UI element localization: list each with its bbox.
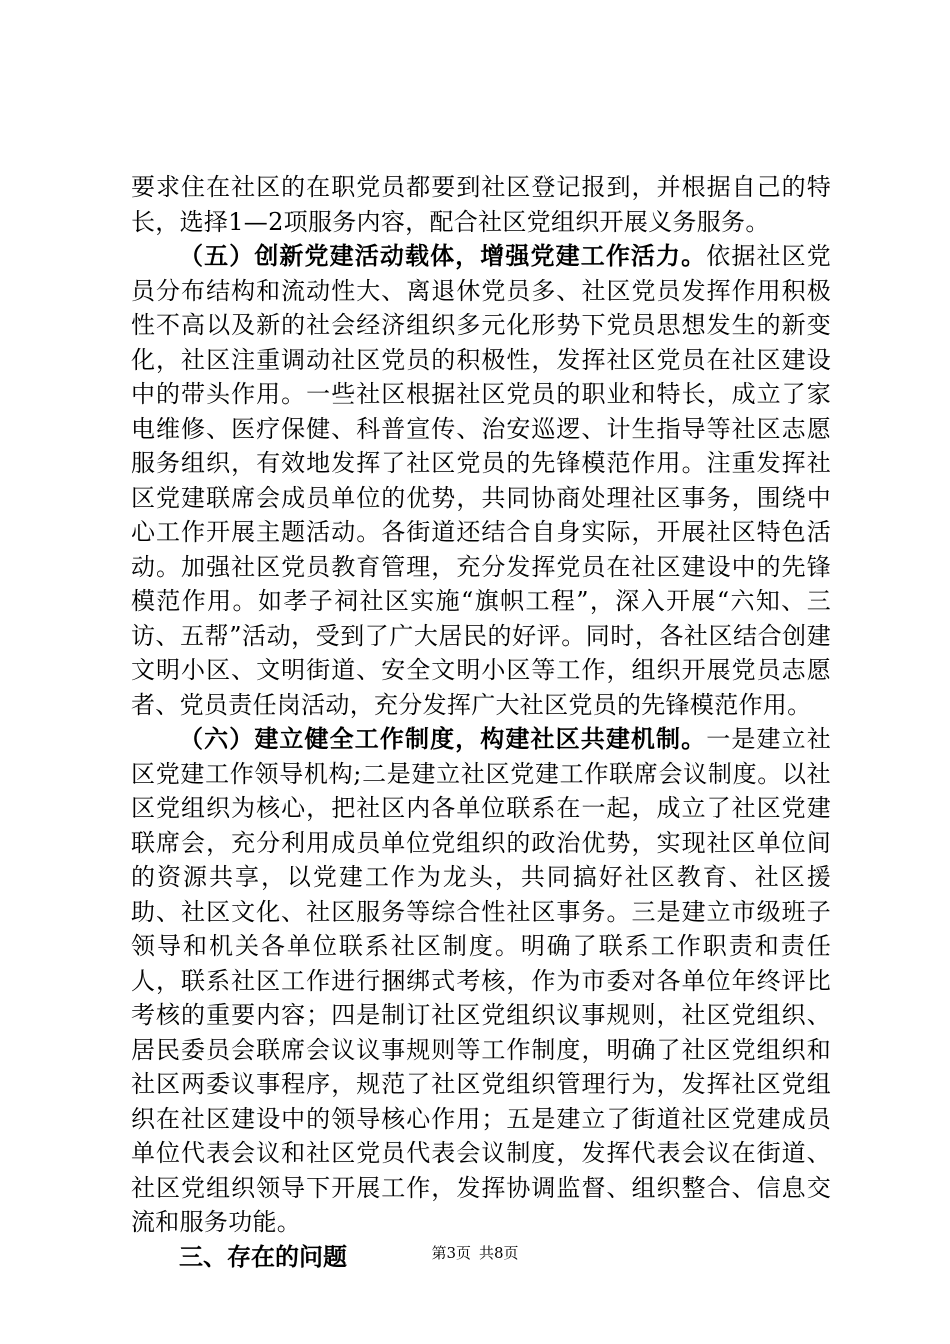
- document-body: [131, 170, 831, 1274]
- section-heading-problems: 三、存在的问题: [179, 1241, 347, 1271]
- paragraph-service-continuation: [131, 170, 831, 239]
- paragraph-text: 依据社区党员分布结构和流动性大、离退休党员多、社区党员发挥作用积极性不高以及新的社会经济组织多元化形势下党员思想发生的新变化，社区注重调动社区党员的积极性，发挥社区党员在社区建设中的带头作用。一些社区根据社区党员的职业和特长，成立了家电维修、医疗保健、科普宣传、治安巡逻、计生指导等社区志愿服务组织，有效地发挥了社区党员的先锋模范作用。注重发挥社区党建联席会成员单位的优势，共同协商处理社区事务，围绕中心工作开展主题活动。各街道还结合自身实际，开展社区特色活动。加强社区党员教育管理，充分发挥党员在社区建设中的先锋模范作用。如孝子祠社区实施“旗帜工程”，深入开展“六知、三访、五帮”活动，受到了广大居民的好评。同时，各社区结合创建文明小区、文明街道、安全文明小区等工作，组织开展党员志愿者、党员责任岗活动，充分发挥广大社区党员的先锋模范作用。: [131, 242, 831, 719]
- paragraph-section-six: [131, 722, 831, 1240]
- paragraph-section-five: [131, 239, 831, 722]
- page-footer: [0, 1242, 950, 1263]
- paragraph-text: 要求住在社区的在职党员都要到社区登记报到，并根据自己的特长，选择1—2项服务内容，配合社区党组织开展义务服务。: [131, 173, 831, 236]
- page-number-total: 共8页: [479, 1244, 519, 1262]
- paragraph-lead-heading: （五）创新党建活动载体，增强党建工作活力。: [179, 241, 707, 270]
- paragraph-lead-heading: （六）建立健全工作制度，构建社区共建机制。: [179, 724, 707, 753]
- paragraph-text: 一是建立社区党建工作领导机构;二是建立社区党建工作联席会议制度。以社区党组织为核心，把社区内各单位联系在一起，成立了社区党建联席会，充分利用成员单位党组织的政治优势，实现社区单位间的资源共享，以党建工作为龙头，共同搞好社区教育、社区援助、社区文化、社区服务等综合性社区事务。三是建立市级班子领导和机关各单位联系社区制度。明确了联系工作职责和责任人，联系社区工作进行捆绑式考核，作为市委对各单位年终评比考核的重要内容；四是制订社区党组织议事规则，社区党组织、居民委员会联席会议议事规则等工作制度，明确了社区党组织和社区两委议事程序，规范了社区党组织管理行为，发挥社区党组织在社区建设中的领导核心作用；五是建立了街道社区党建成员单位代表会议和社区党员代表会议制度，发挥代表会议在街道、社区党组织领导下开展工作，发挥协调监督、组织整合、信息交流和服务功能。: [131, 725, 831, 1236]
- page-number-current: 第3页: [431, 1244, 471, 1262]
